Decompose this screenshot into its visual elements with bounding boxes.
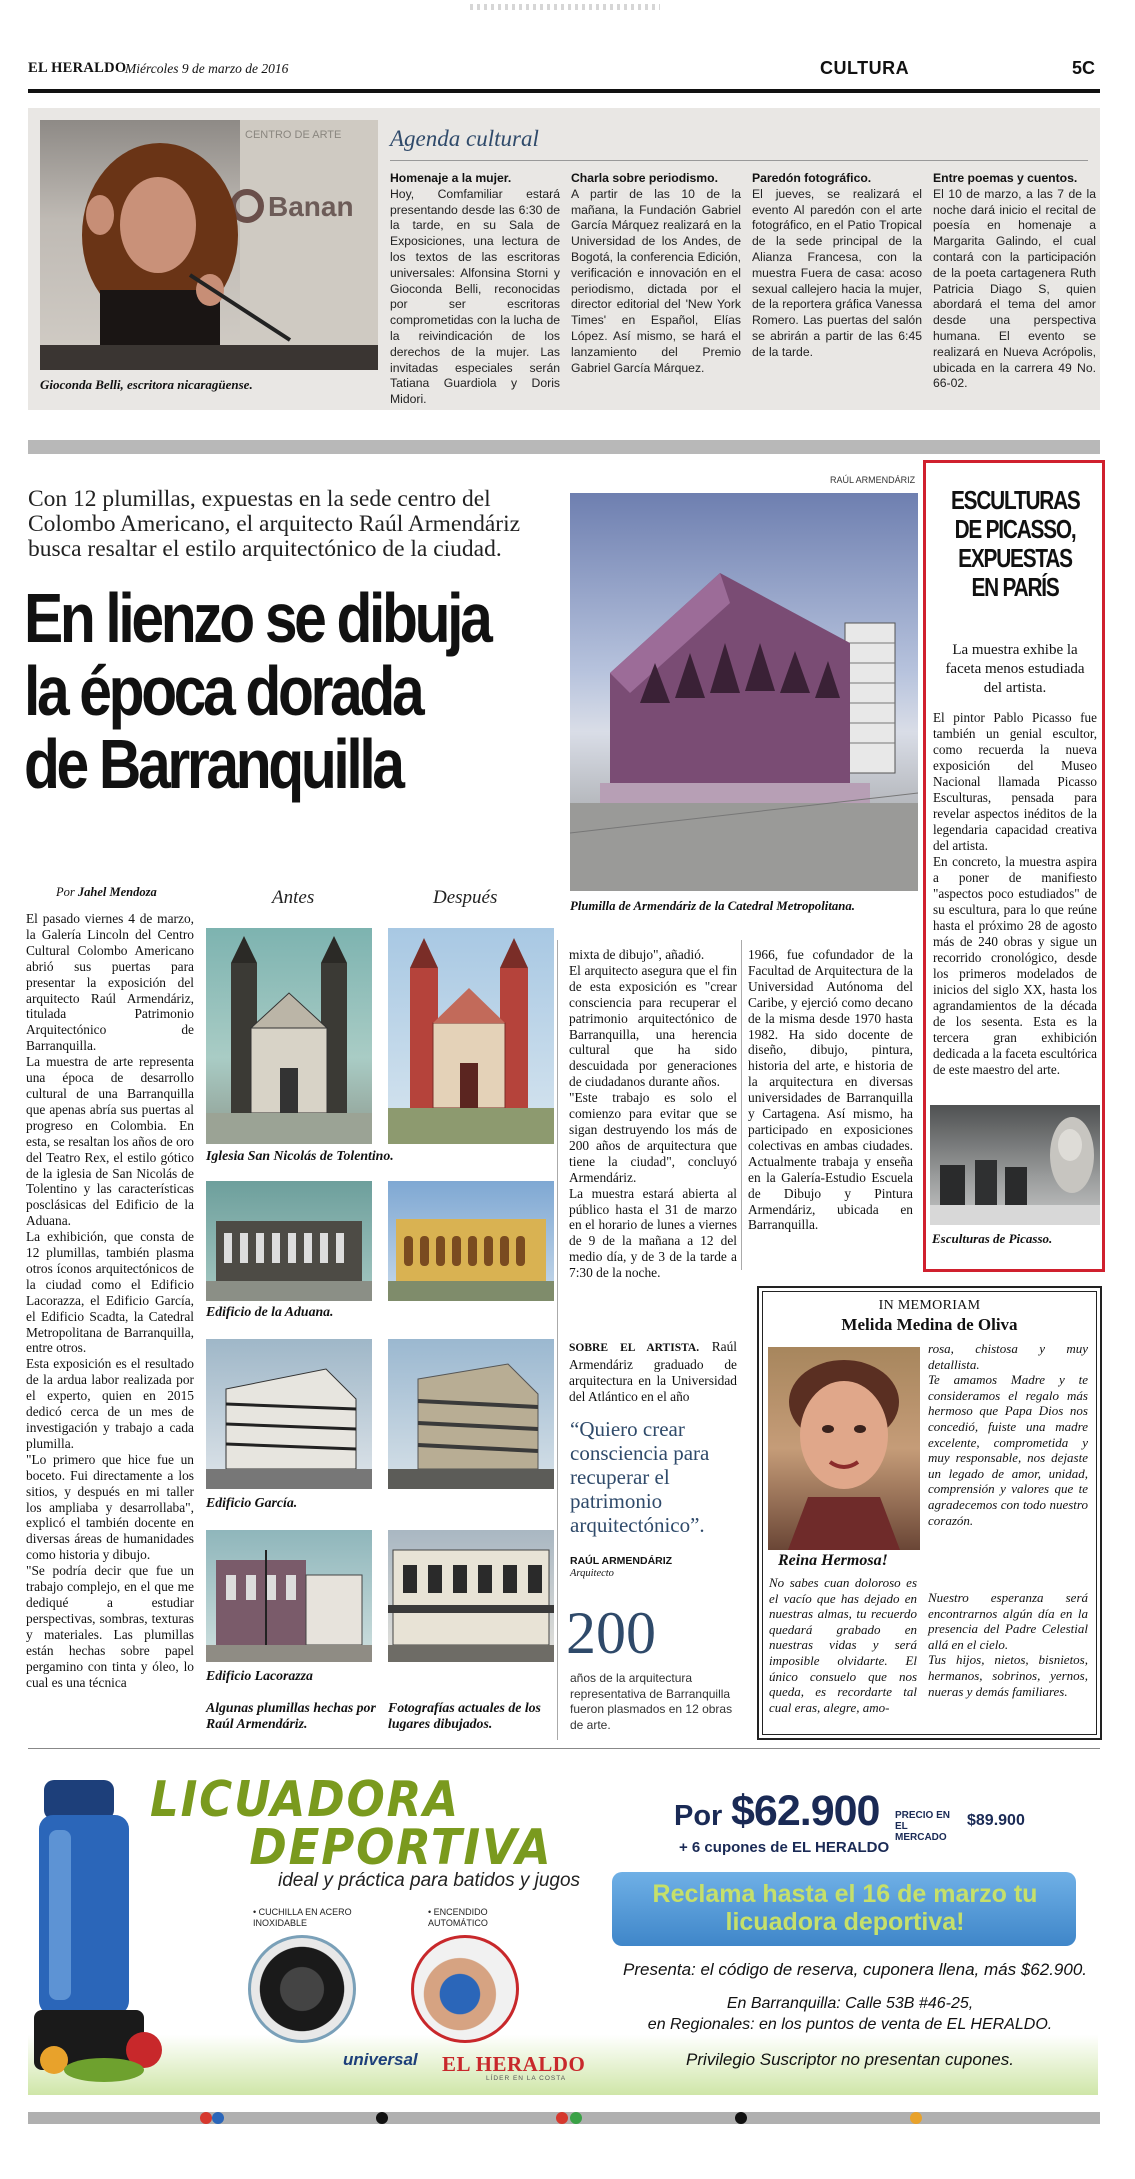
agenda-photo xyxy=(40,120,378,370)
memoriam-photo xyxy=(768,1347,920,1550)
agenda-item-3 xyxy=(752,171,922,361)
headline-line: de Barranquilla xyxy=(24,725,402,803)
ad-tagline: ideal y práctica para batidos y jugos xyxy=(278,1870,581,1891)
quote-author: RAÚL ARMENDÁRIZ xyxy=(570,1555,673,1567)
ad-privilege: Privilegio Suscriptor no presentan cupones. xyxy=(686,2050,1014,2069)
agenda-item-heading: Charla sobre periodismo. xyxy=(571,171,718,185)
claim-banner-text: Reclama hasta el 16 de marzo tu licuadora deportiva! xyxy=(652,1880,1038,1936)
print-dot xyxy=(910,2112,922,2124)
headline-line: la época dorada xyxy=(24,652,422,730)
byline xyxy=(56,885,157,900)
memoriam-text-right: Nuestro esperanza será encontrarnos algún día en la presencia del Padre Celestial allá en el cielo. Tus hijos, nietos, bisnietos, hermanos, sobrinos, yernos, nueras y demás familiares. xyxy=(928,1590,1088,1699)
section-divider-band xyxy=(28,440,1100,454)
gallery-caption: Edificio de la Aduana. xyxy=(206,1304,334,1319)
ad-feature-1: • CUCHILLA EN ACERO INOXIDABLE xyxy=(253,1907,352,1928)
memoriam-name: Melida Medina de Oliva xyxy=(841,1315,1018,1334)
before-label: Antes xyxy=(272,887,315,908)
universal-brand: universal xyxy=(343,2050,418,2069)
memoriam-text-left: No sabes cuan doloroso es el vacío que has dejado en nuestras almas, tu recuerdo quedará grabado en nuestras vidas y será imposible olvidarte. El único consuelo que nos queda, es recordarte tal cual eras, alegre, amo- xyxy=(769,1575,917,1715)
agenda-item-text: El 10 de marzo, a las 7 de la noche dará inicio el recital de poesía en homenaje a Margarita Galindo, el cual contará con la participación de la poeta cartagenera Ruth Patricia Diago S, quien abordará el tema del amor desde una perspectiva humana. El evento se realizará en Nueva Acrópolis, ubicada en la carrera 49 No. 66-02. xyxy=(933,186,1096,391)
byline-author: Jahel Mendoza xyxy=(77,885,157,899)
quote-role: Arquitecto xyxy=(570,1568,614,1579)
article-col-2-sub xyxy=(569,1323,737,1405)
photo-aduana xyxy=(388,1181,554,1301)
bottom-caption-right: Fotografías actuales de los lugares dibujados. xyxy=(388,1700,541,1731)
bottom-caption-left: Algunas plumillas hechas por Raúl Armendáriz. xyxy=(206,1700,376,1731)
sub-text: Raúl Armendáriz graduado de arquitectura en la Universidad del Atlántico en el año xyxy=(569,1338,737,1404)
agenda-item-heading: Entre poemas y cuentos. xyxy=(933,171,1078,185)
ad-title-line: LICUADORA xyxy=(150,1771,460,1828)
sidebar-title: ESCULTURAS DE PICASSO, EXPUESTAS EN PARÍS xyxy=(951,485,1080,602)
ad-coupons: + 6 cupones de EL HERALDO xyxy=(679,1839,890,1856)
memoriam-label: IN MEMORIAM xyxy=(878,1298,981,1313)
agenda-item-text: Hoy, Comfamiliar estará presentando desde las 6:30 de la tarde, en su Sala de Exposiciones, una lectura de los textos de las escritoras universales: Alfonsina Storni y Gioconda Belli, reconocidas por ser escritoras comprometidas con la lucha de la reivindicación de los derechos de la mujer. Las invitadas especiales serán Tatiana Guardiola y Doris Midori. xyxy=(390,186,560,407)
sub-heading: SOBRE EL ARTISTA. xyxy=(569,1341,700,1354)
headline-line: En lienzo se dibuja xyxy=(24,579,490,657)
page-number: 5C xyxy=(1072,58,1096,78)
ad-address-1: En Barranquilla: Calle 53B #46-25, xyxy=(726,1995,974,2012)
ad-present: Presenta: el código de reserva, cuponera llena, más $62.900. xyxy=(622,1960,1087,1979)
agenda-item-heading: Homenaje a la mujer. xyxy=(390,171,512,185)
drawing-san-nicolas xyxy=(206,928,372,1144)
article-deck: Con 12 plumillas, expuestas en la sede centro del Colombo Americano, el arquitecto Raúl Armendáriz busca resaltar el estilo arquitectónico de la ciudad. xyxy=(28,486,521,562)
drawing-garcia xyxy=(206,1339,372,1489)
agenda-item-text: A partir de las 10 de la mañana, la Fundación Gabriel García Márquez realizará en la Universidad de los Andes, de Bogotá, la conferencia Edición, verificación e innovación en el periodismo, dictada por el director editorial del 'New York Times' en Español, Elías López. Así mismo, se hará el lanzamiento del Premio Gabriel García Márquez. xyxy=(571,186,741,375)
gallery-caption: Iglesia San Nicolás de Tolentino. xyxy=(206,1148,394,1163)
ad-feature-2: • ENCENDIDO AUTOMÁTICO xyxy=(428,1907,488,1928)
print-dot xyxy=(735,2112,747,2124)
agenda-item-1 xyxy=(390,171,560,408)
gallery-caption: Edificio García. xyxy=(206,1495,298,1510)
cathedral-drawing xyxy=(570,493,918,891)
blade-circle-image xyxy=(248,1935,356,2043)
stat-number: 200 xyxy=(566,1600,656,1666)
ad-blender-image xyxy=(34,1760,164,2090)
ad-price: $62.900 xyxy=(731,1787,880,1835)
gallery-caption: Edificio Lacorazza xyxy=(206,1668,313,1683)
article-bottom-rule xyxy=(28,1748,1100,1749)
masthead-date: Miércoles 9 de marzo de 2016 xyxy=(125,61,289,76)
picasso-sculptures-photo xyxy=(930,1105,1100,1225)
photo-credit: RAÚL ARMENDÁRIZ xyxy=(830,475,916,485)
print-dot xyxy=(200,2112,212,2124)
ad-title xyxy=(150,1771,553,1876)
drawing-aduana xyxy=(206,1181,372,1301)
photo-garcia xyxy=(388,1339,554,1489)
photo-san-nicolas xyxy=(388,928,554,1144)
market-price: $89.900 xyxy=(967,1812,1025,1829)
agenda-item-2 xyxy=(571,171,741,376)
ad-title-line: DEPORTIVA xyxy=(249,1819,553,1876)
agenda-item-heading: Paredón fotográfico. xyxy=(752,171,872,185)
article-col-3: 1966, fue cofundador de la Facultad de Arquitectura de la Universidad Autónoma del Caribe, y ejerció como decano de la misma desde 1970 hasta 1982. Ha sido docente de diseño, dibujo, pintura, historia del arte, e historia de la arquitectura en diversas universidades de Barranquilla y Cartagena. Así mismo, ha participado en exposiciones colectivas en ambas ciudades. Actualmente trabaja y enseña en la Galería-Estudio Escuela de Dibujo y Pintura Armendáriz, ubicada en Barranquilla. xyxy=(748,947,913,1233)
print-dot xyxy=(556,2112,568,2124)
pull-quote: “Quiero crear consciencia para recuperar el patrimonio arquitectónico”. xyxy=(570,1417,710,1537)
column-rule xyxy=(741,940,742,1270)
drawing-lacorazza xyxy=(206,1530,372,1662)
sidebar-body: El pintor Pablo Picasso fue también un genial escultor, como recuerda la nueva exposición del Museo Nacional llamada Picasso Esculturas, pensada para revelar aspectos inéditos de la legendaria capacidad creativa del artista. En concreto, la muestra aspira a poner de manifiesto "aspectos poco estudiados" de su escultura, para lo que reúne hasta el próximo 28 de agosto más de 240 obras y sigue un recorrido cronológico, desde los primeros modelados de inicios del siglo XX, hasta los agrandamientos de la década de los sesenta. Esta es la tercera gran exhibición dedicada a la faceta escultórica de este maestro del arte. xyxy=(933,710,1098,1077)
agenda-photo-caption: Gioconda Belli, escritora nicaragüense. xyxy=(40,377,253,392)
button-circle-image xyxy=(411,1935,519,2043)
agenda-title-rule xyxy=(390,160,1088,161)
article-col-1: El pasado viernes 4 de marzo, la Galería Lincoln del Centro Cultural Colombo Americano abrió sus puertas para presentar la exposición del arquitecto Raúl Armendáriz, titulada Patrimonio Arquitectónico de Barranquilla. La muestra de arte representa una época de desarrollo cultural de una Barranquilla que apenas abría sus puertas al progreso en Colombia. En esta, se resaltan los años de oro del Teatro Rex, el estilo gótico de la iglesia de San Nicolás de Tolentino y las características posclásicas del Edificio de la Aduana. La exhibición, que consta de 12 plumillas, también plasma otros íconos arquitectónicos de la ciudad como el Edificio Lacorazza, el Edificio García, el Edificio Scadta, la Catedral Metropolitana de Barranquilla, entre otros. Esta exposición es el resultado de la ardua labor realizada por el experto, quien en 2015 dedicó cerca de un mes de investigación y trabajo a cada plumilla. "Lo primero que hice fue un boceto. Fui directamente a los sitios, y después en mi taller los ampliaba y desarrollaba", explicó el también docente en diversas áreas de humanidades como historia y dibujo. "Se podría decir que fue un trabajo complejo, en el que me dediqué a estudiar perspectivas, sombras, texturas y materiales. Las plumillas están hechas sobre papel pergamino con tinta y óleo, lo cual es una técnica xyxy=(26,911,194,1690)
agenda-item-4 xyxy=(933,171,1096,392)
el-heraldo-slogan: LÍDER EN LA COSTA xyxy=(486,2075,567,2082)
section-name: CULTURA xyxy=(820,58,910,78)
main-photo-caption: Plumilla de Armendáriz de la Catedral Metropolitana. xyxy=(570,899,855,913)
scan-artifact xyxy=(470,4,660,10)
agenda-title: Agenda cultural xyxy=(390,126,539,151)
sidebar-caption: Esculturas de Picasso. xyxy=(932,1231,1053,1246)
after-label: Después xyxy=(433,887,498,908)
article-col-2: mixta de dibujo", añadió. El arquitecto asegura que el fin de esta exposición es "crear consciencia para recuperar el patrimonio arquitectónico de Barranquilla, una herencia cultural que ha sido descuidada por generaciones de ciudadanos durante años. "Este trabajo es solo el comienzo para evitar que se sigan destruyendo los más de 200 años de arquitectura que tiene la ciudad", concluyó Armendáriz. La muestra estará abierta al público hasta el 31 de marzo en el horario de lunes a viernes de 9 de la mañana a 12 del medio día, y de 3 de la tarde a 7:30 de la noche. xyxy=(569,947,737,1281)
print-dot xyxy=(570,2112,582,2124)
print-dot xyxy=(376,2112,388,2124)
price-prefix: Por xyxy=(674,1800,723,1832)
memoriam-photo-caption: Reina Hermosa! xyxy=(778,1552,888,1569)
ad-address-2: en Regionales: en los puntos de venta de EL HERALDO. xyxy=(647,2016,1053,2033)
photo-lacorazza xyxy=(388,1530,554,1662)
stat-text: años de la arquitectura representativa de Barranquilla fueron plasmados en 12 obras de arte. xyxy=(570,1671,733,1732)
masthead-rule xyxy=(28,89,1100,93)
byline-prefix: Por xyxy=(56,885,75,899)
svg-text:CENTRO DE ARTE: CENTRO DE ARTE xyxy=(245,129,342,141)
agenda-item-text: El jueves, se realizará el evento Al paredón con el arte fotográfico, en el Patio Tropical de la sede principal de la Alianza Francesa, con la muestra Fuera de casa: acoso sexual callejero hacia la mujer, de la reportera gráfica Vanessa Romero. Las puertas del salón se abrirán a partir de las 6:45 de la tarde. xyxy=(752,186,922,359)
backdrop-logo-text: Banan xyxy=(268,191,354,222)
masthead-paper: EL HERALDO xyxy=(28,60,127,76)
memoriam-text-top: rosa, chistosa y muy detallista. Te amamos Madre y te consideramos el regalo más hermoso que Papa Dios nos concedió, fuiste una madre excelente, comprometida y muy responsable, nos dejaste un legado de amor, unidad, comprensión y valores que te agradecemos con todo nuestro corazón. xyxy=(928,1341,1088,1528)
column-rule xyxy=(557,940,558,1740)
market-price-label: PRECIO EN EL MERCADO xyxy=(895,1810,951,1843)
sidebar-subtitle: La muestra exhibe la faceta menos estudiada del artista. xyxy=(945,642,1085,696)
article-headline xyxy=(24,579,494,803)
print-dot xyxy=(212,2112,224,2124)
el-heraldo-logo: EL HERALDO xyxy=(442,2052,586,2076)
